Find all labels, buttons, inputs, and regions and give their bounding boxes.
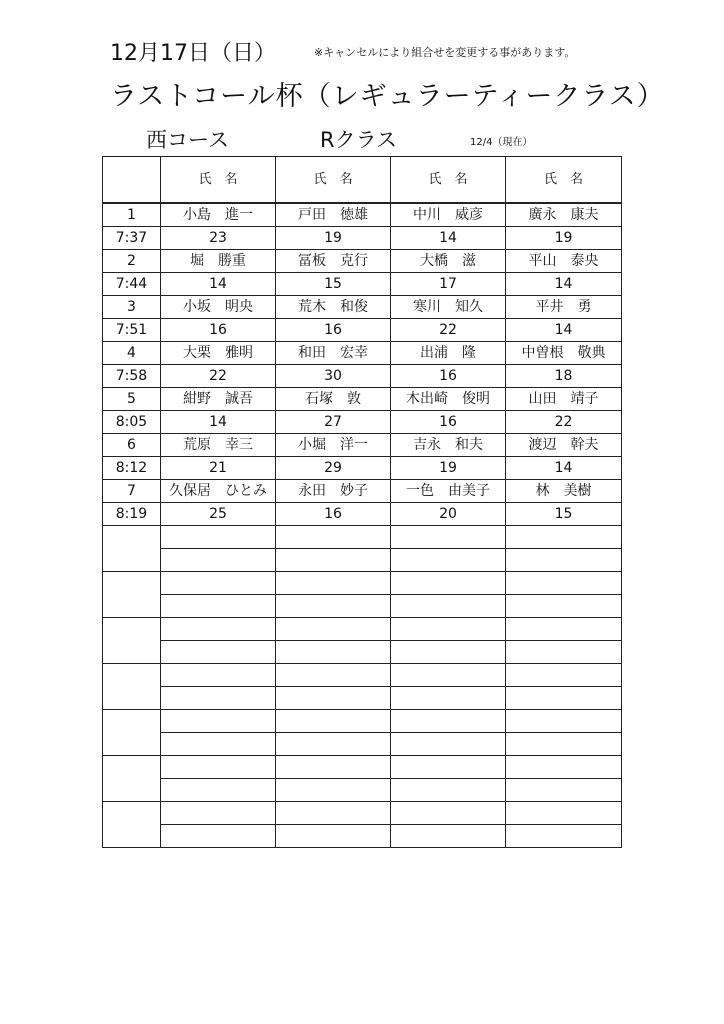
- empty-cell: [506, 710, 622, 733]
- header-row: [103, 157, 622, 204]
- player-name: 吉永 和夫: [391, 434, 506, 457]
- group-name-row: [103, 480, 622, 503]
- empty-group-row: [103, 687, 622, 710]
- empty-cell: [506, 595, 622, 618]
- tee-time: 8:12: [103, 457, 161, 480]
- empty-cell: [276, 618, 391, 641]
- player-score: 29: [276, 457, 391, 480]
- player-score: 27: [276, 411, 391, 434]
- player-name: 大栗 雅明: [161, 342, 276, 365]
- empty-group-row: [103, 825, 622, 848]
- group-name-row: [103, 250, 622, 273]
- group-name-row: [103, 342, 622, 365]
- empty-group-cell: [103, 572, 161, 618]
- empty-cell: [161, 664, 276, 687]
- player-score: 30: [276, 365, 391, 388]
- empty-group-cell: [103, 618, 161, 664]
- group-score-row: [103, 411, 622, 434]
- empty-cell: [161, 687, 276, 710]
- empty-group-cell: [103, 664, 161, 710]
- group-score-row: [103, 227, 622, 250]
- player-score: 22: [161, 365, 276, 388]
- empty-cell: [391, 802, 506, 825]
- empty-cell: [161, 825, 276, 848]
- tee-time: 8:19: [103, 503, 161, 526]
- empty-cell: [391, 526, 506, 549]
- group-number: 5: [103, 388, 161, 411]
- empty-cell: [161, 710, 276, 733]
- empty-group-row: [103, 618, 622, 641]
- empty-cell: [391, 733, 506, 756]
- empty-cell: [276, 572, 391, 595]
- player-score: 16: [161, 319, 276, 342]
- group-name-row: [103, 434, 622, 457]
- empty-group-cell: [103, 802, 161, 848]
- empty-cell: [161, 572, 276, 595]
- empty-cell: [276, 733, 391, 756]
- player-name: 永田 妙子: [276, 480, 391, 503]
- empty-cell: [276, 549, 391, 572]
- player-score: 22: [506, 411, 622, 434]
- player-name: 寒川 知久: [391, 296, 506, 319]
- course-name: 西コース: [146, 128, 229, 152]
- player-score: 19: [391, 457, 506, 480]
- name-column-header: 氏 名: [161, 157, 276, 204]
- player-name: 大橋 滋: [391, 250, 506, 273]
- player-name: 冨板 克行: [276, 250, 391, 273]
- name-column-header: 氏 名: [391, 157, 506, 204]
- empty-cell: [391, 779, 506, 802]
- player-name: 山田 靖子: [506, 388, 622, 411]
- player-score: 15: [276, 273, 391, 296]
- empty-group-row: [103, 549, 622, 572]
- player-score: 17: [391, 273, 506, 296]
- empty-cell: [161, 733, 276, 756]
- group-score-row: [103, 365, 622, 388]
- empty-cell: [391, 595, 506, 618]
- empty-cell: [276, 664, 391, 687]
- empty-cell: [391, 572, 506, 595]
- empty-cell: [506, 641, 622, 664]
- empty-cell: [276, 779, 391, 802]
- group-score-row: [103, 273, 622, 296]
- empty-cell: [161, 549, 276, 572]
- player-score: 16: [391, 411, 506, 434]
- player-name: 荒原 幸三: [161, 434, 276, 457]
- empty-cell: [161, 595, 276, 618]
- player-name: 小堀 洋一: [276, 434, 391, 457]
- player-name: 紺野 誠吾: [161, 388, 276, 411]
- player-score: 16: [276, 319, 391, 342]
- player-name: 中曽根 敬典: [506, 342, 622, 365]
- empty-group-row: [103, 641, 622, 664]
- player-name: 林 美樹: [506, 480, 622, 503]
- empty-cell: [506, 549, 622, 572]
- player-score: 21: [161, 457, 276, 480]
- player-score: 14: [506, 457, 622, 480]
- empty-cell: [276, 710, 391, 733]
- player-score: 14: [506, 273, 622, 296]
- empty-cell: [161, 641, 276, 664]
- empty-cell: [161, 618, 276, 641]
- player-name: 木出崎 俊明: [391, 388, 506, 411]
- player-score: 14: [391, 227, 506, 250]
- empty-cell: [506, 733, 622, 756]
- player-name: 堀 勝重: [161, 250, 276, 273]
- event-date: 12月17日（日）: [110, 41, 276, 66]
- cancellation-notice: ※キャンセルにより組合せを変更する事があります。: [314, 46, 576, 59]
- tee-time: 7:37: [103, 227, 161, 250]
- player-score: 14: [161, 411, 276, 434]
- player-score: 19: [506, 227, 622, 250]
- empty-cell: [276, 756, 391, 779]
- player-name: 渡辺 幹夫: [506, 434, 622, 457]
- empty-group-cell: [103, 756, 161, 802]
- empty-cell: [161, 756, 276, 779]
- empty-group-row: [103, 710, 622, 733]
- empty-cell: [276, 825, 391, 848]
- header-corner-cell: [103, 157, 161, 204]
- tee-time: 7:51: [103, 319, 161, 342]
- player-name: 一色 由美子: [391, 480, 506, 503]
- player-name: 廣永 康夫: [506, 203, 622, 227]
- player-score: 15: [506, 503, 622, 526]
- player-score: 16: [391, 365, 506, 388]
- as-of-date: 12/4（現在）: [470, 137, 533, 148]
- group-score-row: [103, 457, 622, 480]
- empty-cell: [391, 618, 506, 641]
- empty-group-row: [103, 526, 622, 549]
- group-score-row: [103, 503, 622, 526]
- empty-group-row: [103, 664, 622, 687]
- empty-group-row: [103, 756, 622, 779]
- empty-cell: [506, 687, 622, 710]
- empty-cell: [506, 802, 622, 825]
- player-score: 20: [391, 503, 506, 526]
- group-name-row: [103, 203, 622, 227]
- empty-cell: [161, 779, 276, 802]
- player-name: 平山 泰央: [506, 250, 622, 273]
- tee-time: 7:44: [103, 273, 161, 296]
- group-number: 3: [103, 296, 161, 319]
- group-number: 7: [103, 480, 161, 503]
- empty-cell: [506, 779, 622, 802]
- empty-cell: [506, 756, 622, 779]
- empty-cell: [391, 710, 506, 733]
- tee-time: 8:05: [103, 411, 161, 434]
- player-name: 久保居 ひとみ: [161, 480, 276, 503]
- empty-group-row: [103, 572, 622, 595]
- empty-group-cell: [103, 526, 161, 572]
- player-score: 18: [506, 365, 622, 388]
- empty-cell: [506, 825, 622, 848]
- empty-group-row: [103, 802, 622, 825]
- name-column-header: 氏 名: [276, 157, 391, 204]
- empty-cell: [391, 664, 506, 687]
- empty-cell: [276, 641, 391, 664]
- empty-cell: [506, 526, 622, 549]
- player-score: 14: [161, 273, 276, 296]
- player-score: 25: [161, 503, 276, 526]
- group-number: 6: [103, 434, 161, 457]
- empty-cell: [276, 526, 391, 549]
- player-name: 小坂 明央: [161, 296, 276, 319]
- player-score: 16: [276, 503, 391, 526]
- player-name: 石塚 敦: [276, 388, 391, 411]
- player-score: 19: [276, 227, 391, 250]
- empty-cell: [391, 756, 506, 779]
- player-name: 中川 威彦: [391, 203, 506, 227]
- empty-cell: [506, 618, 622, 641]
- tee-time: 7:58: [103, 365, 161, 388]
- empty-cell: [161, 802, 276, 825]
- player-name: 荒木 和俊: [276, 296, 391, 319]
- group-name-row: [103, 296, 622, 319]
- empty-cell: [506, 664, 622, 687]
- player-name: 小島 進一: [161, 203, 276, 227]
- empty-cell: [391, 641, 506, 664]
- empty-cell: [391, 687, 506, 710]
- empty-cell: [506, 572, 622, 595]
- empty-cell: [276, 802, 391, 825]
- group-name-row: [103, 388, 622, 411]
- class-name: Rクラス: [320, 128, 397, 152]
- player-name: 出浦 隆: [391, 342, 506, 365]
- player-score: 22: [391, 319, 506, 342]
- empty-cell: [161, 526, 276, 549]
- empty-cell: [391, 825, 506, 848]
- group-number: 2: [103, 250, 161, 273]
- group-number: 1: [103, 203, 161, 227]
- group-number: 4: [103, 342, 161, 365]
- player-name: 平井 勇: [506, 296, 622, 319]
- empty-group-cell: [103, 710, 161, 756]
- empty-cell: [391, 549, 506, 572]
- player-score: 23: [161, 227, 276, 250]
- group-score-row: [103, 319, 622, 342]
- page-title: ラストコール杯（レギュラーティークラス）: [110, 81, 665, 112]
- player-score: 14: [506, 319, 622, 342]
- empty-cell: [276, 595, 391, 618]
- empty-group-row: [103, 733, 622, 756]
- name-column-header: 氏 名: [506, 157, 622, 204]
- player-name: 和田 宏幸: [276, 342, 391, 365]
- player-name: 戸田 徳雄: [276, 203, 391, 227]
- pairing-table: [102, 156, 622, 848]
- empty-group-row: [103, 595, 622, 618]
- empty-cell: [276, 687, 391, 710]
- empty-group-row: [103, 779, 622, 802]
